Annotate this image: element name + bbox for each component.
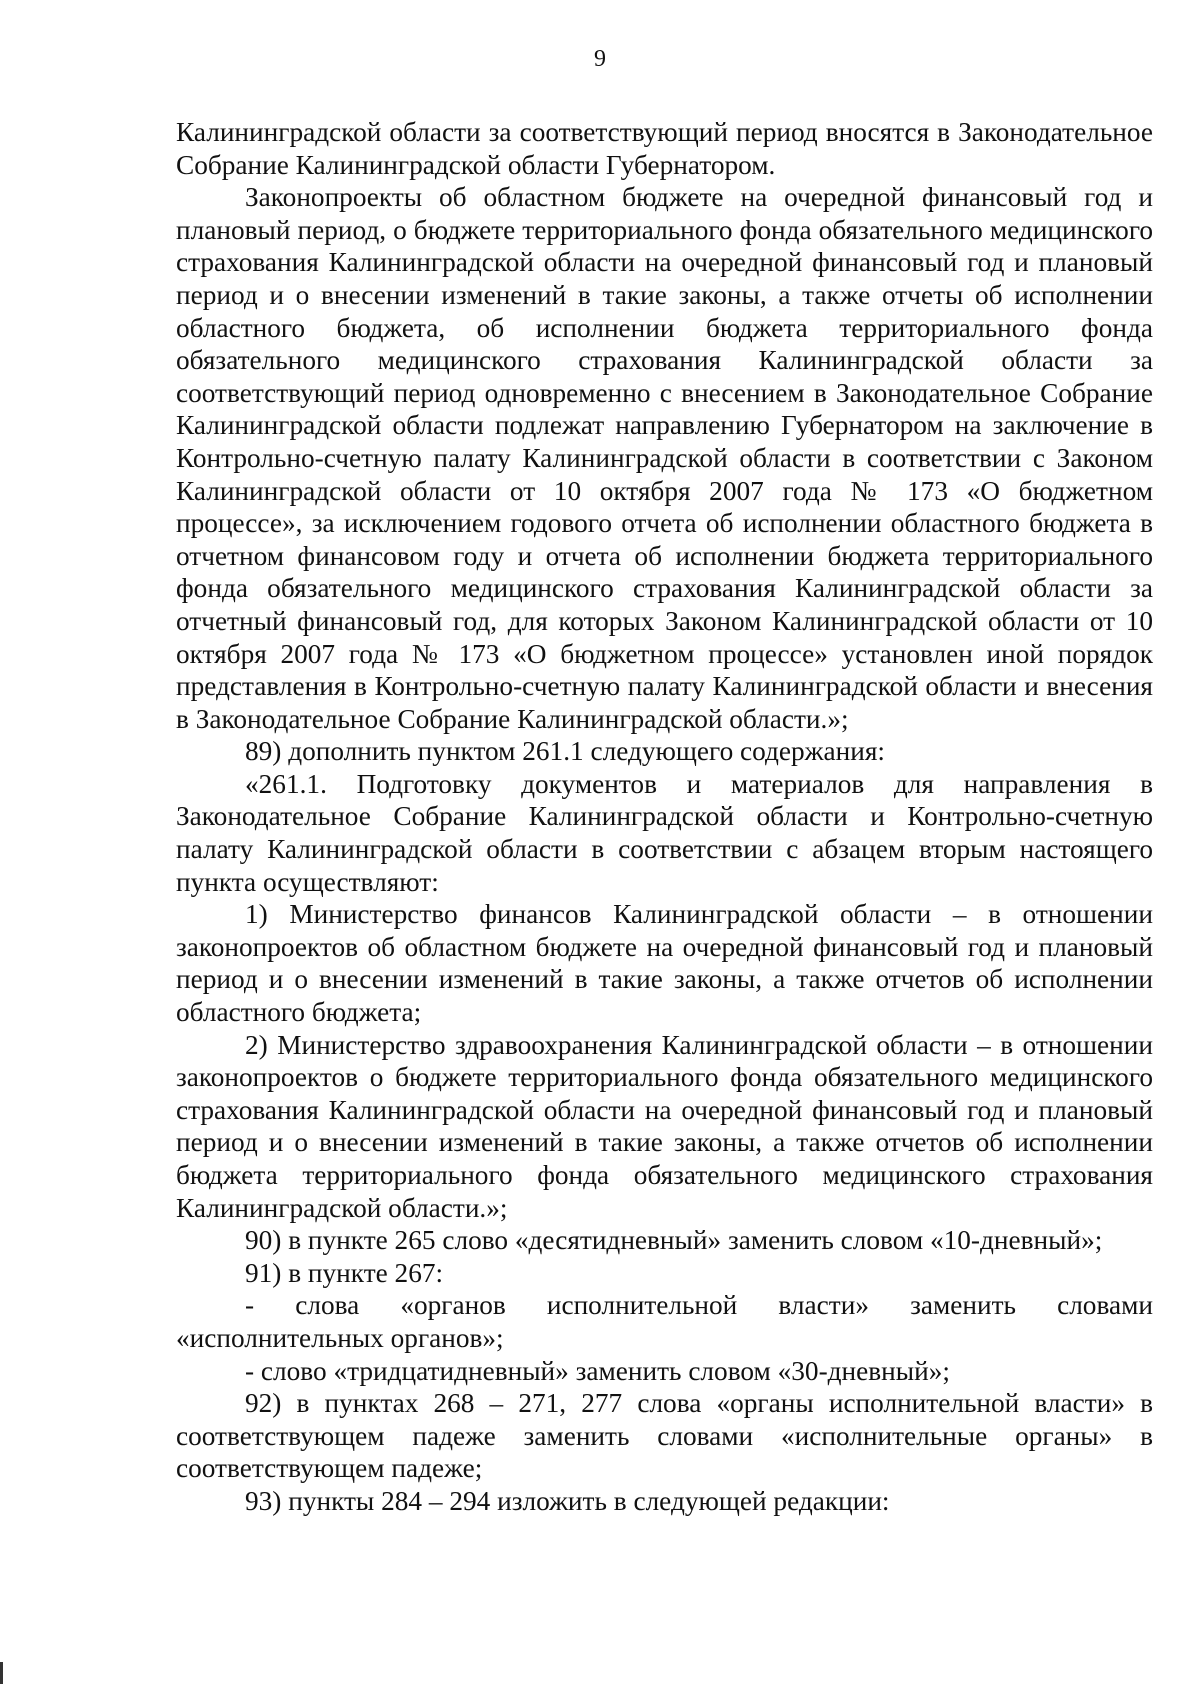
paragraph-item-89: 89) дополнить пунктом 261.1 следующего содержания:	[245, 736, 885, 767]
paragraph-item-93: 93) пункты 284 – 294 изложить в следующей редакции:	[245, 1485, 890, 1516]
paragraph-subitem-1: 1) Министерство финансов Калининградской области – в отношении законопроектов об областном бюджете на очередной финансовый год и плановый период и о внесении изменений в такие законы, а также отчетов об исполнении областного бюджета;	[176, 899, 1153, 1028]
paragraph-item-91-dash-1: - слова «органов исполнительной власти» заменить словами «исполнительных органов»;	[176, 1290, 1153, 1353]
paragraph-item-91-dash-2: - слово «тридцатидневный» заменить словом «30-дневный»;	[245, 1355, 950, 1386]
paragraph-item-261-1: «261.1. Подготовку документов и материалов для направления в Законодательное Собрание Калининградской области и Контрольно-счетную палату Калининградской области в соответствии с абзацем вторым настоящего пункта осуществляют:	[176, 768, 1153, 897]
document-body	[176, 116, 1153, 1518]
paragraph-item-91: 91) в пункте 267:	[245, 1257, 444, 1288]
paragraph-subitem-2: 2) Министерство здравоохранения Калининградской области – в отношении законопроектов о бюджете территориального фонда обязательного медицинского страхования Калининградской области на очередной финансовый год и плановый период и о внесении изменений в такие законы, а также отчетов об исполнении бюджета территориального фонда обязательного медицинского страхования Калининградской области.»;	[176, 1029, 1153, 1223]
paragraph-continuation: Калининградской области за соответствующий период вносятся в Законодательное Собрание Калининградской области Губернатором.	[176, 117, 1153, 180]
paragraph-draft-laws: Законопроекты об областном бюджете на очередной финансовый год и плановый период, о бюджете территориального фонда обязательного медицинского страхования Калининградской области на очередной финансовый год и плановый период и о внесении изменений в такие законы, а также отчеты об исполнении областного бюджета, об исполнении бюджета территориального фонда обязательного медицинского страхования Калининградской области за соответствующий период одновременно с внесением в Законодательное Собрание Калининградской области подлежат направлению Губернатором на заключение в Контрольно-счетную палату Калининградской области в соответствии с Законом Калининградской области от 10 октября 2007 года № 173 «О бюджетном процессе», за исключением годового отчета об исполнении областного бюджета в отчетном финансовом году и отчета об исполнении бюджета территориального фонда обязательного медицинского страхования Калининградской области за отчетный финансовый год, для которых Законом Калининградской области от 10 октября 2007 года № 173 «О бюджетном процессе» установлен иной порядок представления в Контрольно-счетную палату Калининградской области и внесения в Законодательное Собрание Калининградской области.»;	[176, 182, 1153, 734]
paragraph-item-90: 90) в пункте 265 слово «десятидневный» заменить словом «10-дневный»;	[245, 1225, 1103, 1256]
paragraph-item-92: 92) в пунктах 268 – 271, 277 слова «органы исполнительной власти» в соответствующем падеже заменить словами «исполнительные органы» в соответствующем падеже;	[176, 1388, 1153, 1484]
page-number: 9	[594, 46, 606, 72]
scan-edge-mark	[0, 1662, 3, 1684]
